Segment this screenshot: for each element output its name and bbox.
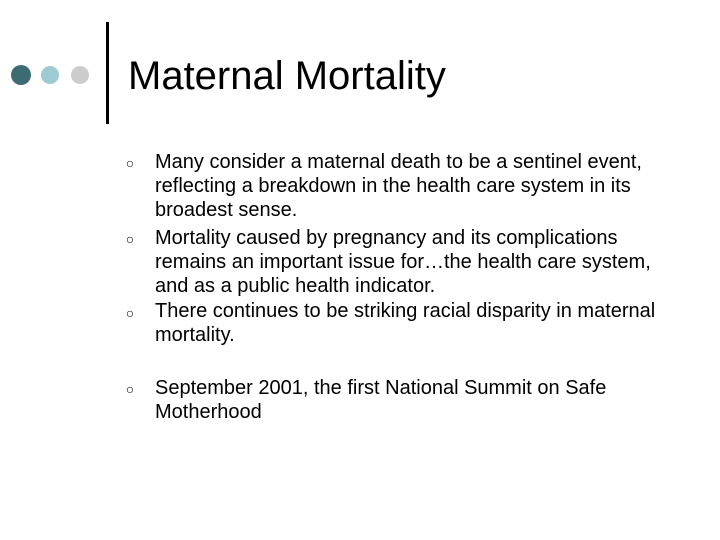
- hollow-circle-bullet-icon: ○: [125, 231, 135, 247]
- bullet-item: Mortality caused by pregnancy and its complications remains an important issue for…the health care system, and as a public health indicator.: [155, 227, 651, 297]
- bullet-item: September 2001, the first National Summit on Safe Motherhood: [155, 377, 607, 423]
- slide-title: Maternal Mortality: [128, 54, 446, 98]
- bullet-item: Many consider a maternal death to be a sentinel event, reflecting a breakdown in the health care system in its broadest sense.: [155, 151, 642, 221]
- hollow-circle-bullet-icon: ○: [125, 155, 135, 171]
- hollow-circle-bullet-icon: ○: [125, 381, 135, 397]
- hollow-circle-bullet-icon: ○: [125, 305, 135, 321]
- bullet-item: There continues to be striking racial disparity in maternal mortality.: [155, 300, 656, 346]
